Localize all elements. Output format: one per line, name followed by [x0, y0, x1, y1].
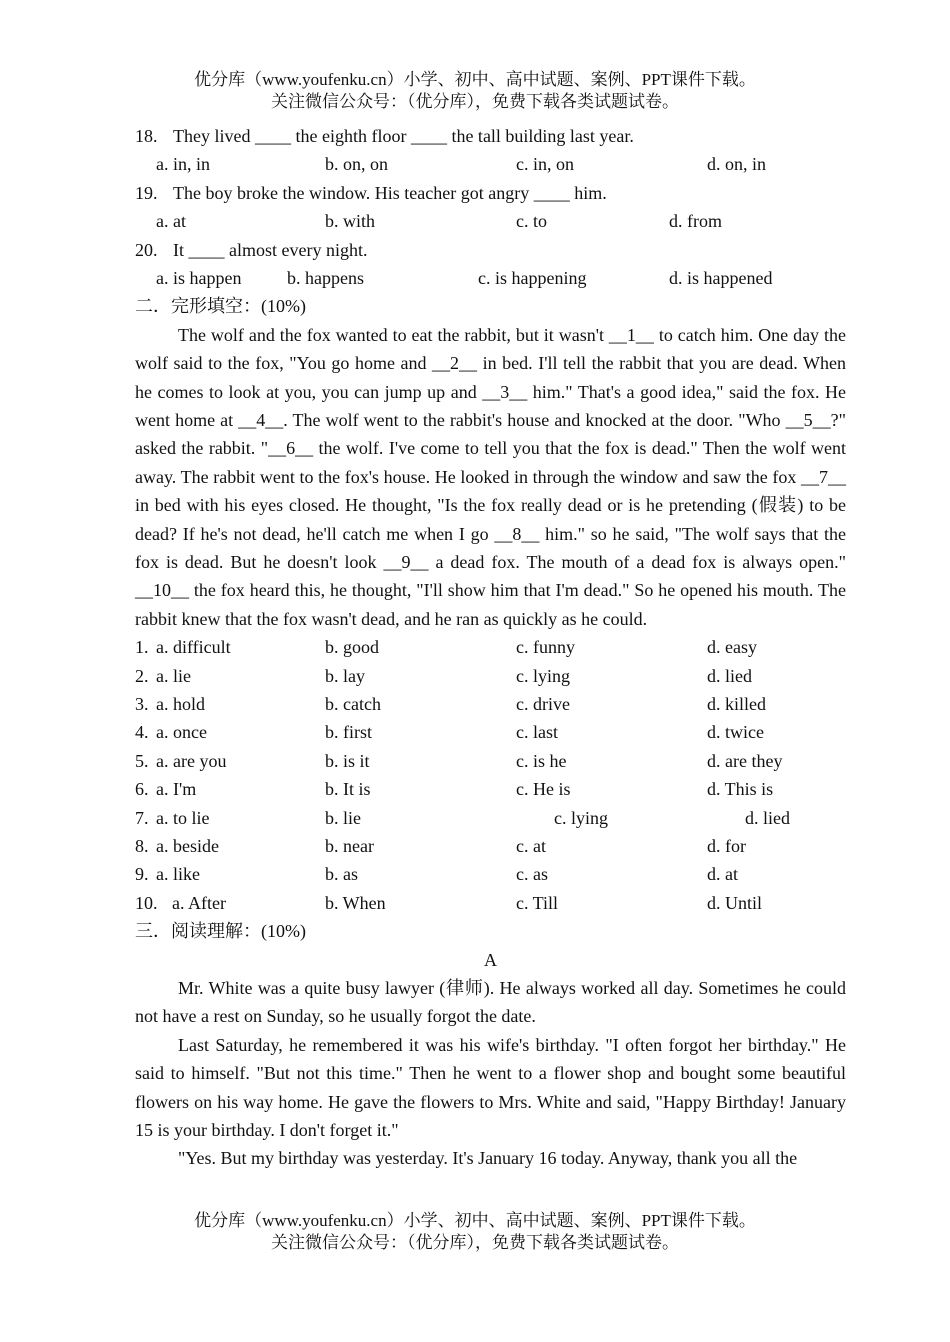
option-c: c. funny — [516, 637, 575, 658]
option-b: b. lie — [325, 807, 361, 828]
item-number: 1. — [135, 637, 149, 658]
cloze-item-6 — [135, 775, 846, 803]
item-number: 9. — [135, 864, 149, 885]
reading-paragraph-2: Last Saturday, he remembered it was his wife's birthday. "I often forgot her birthday." He said to himself. "But not this time." Then he went to a flower shop and bought some beautiful flowers on his way home. He gave the flowers to Mrs. White and said, "Happy Birthday! January 15 is your birthday. I don't forget it." — [135, 1034, 846, 1140]
option-d: d. are they — [707, 750, 783, 771]
question-18 — [135, 122, 846, 150]
reading-paragraph-3: "Yes. But my birthday was yesterday. It's January 16 today. Anyway, thank you all the — [178, 1148, 798, 1169]
option-c: c. lying — [554, 807, 608, 828]
reading-part-label: A — [484, 949, 497, 970]
option-a: a. like — [156, 864, 200, 885]
option-b: b. catch — [325, 693, 381, 714]
option-a: a. lie — [156, 665, 191, 686]
option-c: c. Till — [516, 892, 559, 913]
option-c: c. as — [516, 864, 548, 885]
option-d: d. killed — [707, 693, 766, 714]
option-b: b. near — [325, 835, 374, 856]
footer-line-2: 关注微信公众号：（优分库），免费下载各类试题试卷。 — [271, 1233, 679, 1252]
option-a: a. After — [172, 892, 226, 913]
option-d: d. at — [707, 864, 738, 885]
option-c: c. lying — [516, 665, 570, 686]
option-c: c. last — [516, 722, 558, 743]
option-a: a. at — [156, 211, 186, 232]
cloze-passage: The wolf and the fox wanted to eat the rabbit, but it wasn't __1__ to catch him. One day the wolf said to the fox, "You go home and __2__ in bed. I'll tell the rabbit that you are dead. When he comes to look at you, you can jump up and __3__ him." That's a good idea," said the fox. He went home at __4__. The wolf went to the rabbit's house and knocked at the door. "Who __5__?" asked the rabbit. "__6__ the wolf. I've come to tell you that the fox is dead." Then the wolf went away. The rabbit went to the fox's house. He looked in through the window and saw the fox __7__ in bed with his eyes closed. He thought, "Is the fox really dead or is he pretending (假装) to be dead? If he's not dead, he'll catch me when I go __8__ him." so he said, "The wolf says that the fox is dead. But he doesn't look __9__ a dead fox. The mouth of a dead fox is always open." __10__ the fox heard this, he thought, "I'll show him that I'm dead." So he opened his mouth. The rabbit knew that the fox wasn't dead, and he ran as quickly as he could. — [135, 324, 846, 629]
option-d: d. easy — [707, 637, 757, 658]
question-19 — [135, 179, 846, 207]
cloze-item-2 — [135, 662, 846, 690]
reading-paragraph-1: Mr. White was a quite busy lawyer (律师). He always worked all day. Sometimes he could not have a rest on Sunday, so he usually forgot the date. — [135, 977, 846, 1027]
option-b: b. When — [325, 892, 386, 913]
option-a: a. is happen — [156, 267, 242, 288]
page-header — [0, 69, 950, 113]
option-b: b. first — [325, 722, 372, 743]
item-number: 8. — [135, 835, 149, 856]
option-a: a. to lie — [156, 807, 210, 828]
option-a: a. in, in — [156, 154, 210, 175]
footer-line-1: 优分库（www.youfenku.cn）小学、初中、高中试题、案例、PPT课件下载。 — [194, 1211, 756, 1230]
question-number: 19. — [135, 182, 158, 203]
option-d: d. This is — [707, 779, 774, 800]
option-c: c. is happening — [478, 267, 587, 288]
document-body — [135, 122, 846, 1173]
question-number: 18. — [135, 126, 158, 146]
header-line-2: 关注微信公众号：（优分库），免费下载各类试题试卷。 — [271, 92, 679, 111]
question-20 — [135, 236, 846, 264]
option-a: a. once — [156, 722, 207, 743]
question-text: The boy broke the window. His teacher got angry ____ him. — [173, 182, 607, 203]
option-d: d. is happened — [669, 267, 773, 288]
item-number: 5. — [135, 750, 149, 771]
question-18-options — [135, 150, 846, 178]
cloze-item-9 — [135, 860, 846, 888]
item-number: 2. — [135, 665, 149, 686]
option-d: d. Until — [707, 892, 763, 913]
cloze-item-1 — [135, 633, 846, 661]
option-c: c. to — [516, 211, 547, 232]
option-b: b. happens — [287, 267, 364, 288]
option-a: a. I'm — [156, 779, 197, 800]
item-number: 4. — [135, 722, 149, 743]
question-number: 20. — [135, 239, 158, 260]
cloze-item-3 — [135, 690, 846, 718]
option-a: a. are you — [156, 750, 227, 771]
cloze-item-8 — [135, 832, 846, 860]
header-line-1: 优分库（www.youfenku.cn）小学、初中、高中试题、案例、PPT课件下载。 — [194, 70, 756, 89]
option-d: d. from — [669, 211, 722, 232]
option-d: d. twice — [707, 722, 764, 743]
question-19-options — [135, 207, 846, 235]
question-20-options — [135, 264, 846, 292]
option-d: d. lied — [745, 807, 790, 828]
option-b: b. as — [325, 864, 358, 885]
option-b: b. with — [325, 211, 376, 232]
item-number: 6. — [135, 779, 149, 800]
cloze-item-7 — [135, 804, 846, 832]
cloze-heading: 二．完形填空：(10%) — [135, 296, 306, 317]
option-d: d. for — [707, 835, 746, 856]
question-text: They lived ____ the eighth floor ____ the tall building last year. — [173, 126, 634, 146]
option-b: b. is it — [325, 750, 370, 771]
option-a: a. difficult — [156, 637, 231, 658]
cloze-item-4 — [135, 718, 846, 746]
page-footer — [0, 1210, 950, 1254]
item-number: 7. — [135, 807, 149, 828]
option-c: c. He is — [516, 779, 571, 800]
option-a: a. beside — [156, 835, 219, 856]
option-a: a. hold — [156, 693, 205, 714]
option-d: d. on, in — [707, 154, 767, 175]
option-d: d. lied — [707, 665, 752, 686]
option-b: b. It is — [325, 779, 371, 800]
option-b: b. lay — [325, 665, 365, 686]
reading-heading: 三．阅读理解：(10%) — [135, 921, 306, 942]
question-text: It ____ almost every night. — [173, 239, 368, 260]
option-c: c. at — [516, 835, 546, 856]
option-c: c. drive — [516, 693, 570, 714]
option-c: c. is he — [516, 750, 567, 771]
option-c: c. in, on — [516, 154, 574, 175]
cloze-item-10 — [135, 889, 846, 917]
cloze-item-5 — [135, 747, 846, 775]
option-b: b. on, on — [325, 154, 388, 175]
item-number: 3. — [135, 693, 149, 714]
item-number: 10. — [135, 892, 158, 913]
option-b: b. good — [325, 637, 379, 658]
